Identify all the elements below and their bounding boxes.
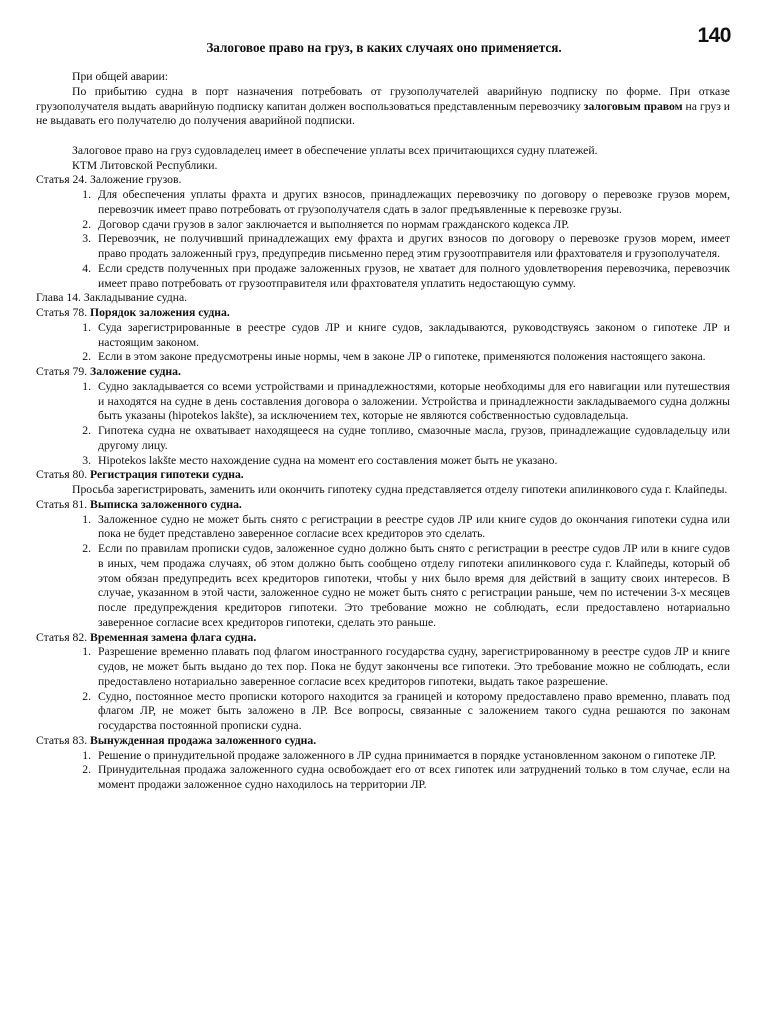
paragraph-text: Просьба зарегистрировать, заменить или окончить гипотеку судна представляется отделу гипотеки апилинкового суда г. Клайпеды. [72, 483, 728, 496]
article-heading [36, 291, 730, 306]
numbered-clause [36, 690, 730, 734]
article-heading [36, 173, 730, 188]
paragraph-gap [36, 129, 730, 144]
clause-number: 2. [82, 689, 91, 703]
clause-number: 1. [82, 379, 91, 393]
paragraph [36, 85, 730, 129]
clause-text: Принудительная продажа заложенного судна освобождает его от всех гипотек или затруднений только в том случае, если на момент продажи заложенное судно находилось на территории ЛР. [98, 763, 730, 791]
paragraph-text: По прибытию судна в порт назначения потребовать от грузополучателей аварийную подписку по форме. При отказе грузополучателя выдать аварийную подписку капитан должен воспользоваться представленным перевозчику [36, 84, 730, 113]
text-line: КТМ Литовской Республики. [72, 158, 218, 172]
numbered-clause [36, 188, 730, 218]
text-line: Залоговое право на груз судовладелец имеет в обеспечение уплаты всех причитающихся судну платежей. [72, 143, 598, 157]
clause-number: 2. [82, 763, 91, 777]
clause-number: 4. [82, 261, 91, 275]
clause-text: Если в этом законе предусмотрены иные нормы, чем в законе ЛР о гипотеке, применяются положения настоящего закона. [98, 350, 706, 364]
clause-text: Для обеспечения уплаты фрахта и других взносов, принадлежащих перевозчику по договору о перевозке грузов морем, перевозчик имеет право потребовать от грузополучателя сдать в залог предъявленные к перевозке грузы. [98, 188, 730, 216]
document-body [36, 70, 730, 793]
article-number: Статья 80. [36, 468, 91, 482]
paragraph [36, 483, 730, 498]
article-heading [36, 306, 730, 321]
page-title: Залоговое право на груз, в каких случаях оно применяется. [206, 40, 562, 55]
paragraph-text-end: на груз и не выдавать его получателю до получения аварийной подписки. [36, 99, 731, 128]
clause-number: 3. [82, 232, 91, 246]
numbered-clause [36, 380, 730, 424]
article-title: Временная замена флага судна. [90, 630, 257, 644]
numbered-clause [36, 763, 730, 793]
numbered-clause [36, 454, 730, 469]
article-title: Заложение судна. [90, 365, 181, 378]
clause-number: 1. [82, 645, 91, 659]
article-number: Статья 24. Заложение грузов. [36, 173, 182, 187]
clause-text: Суда зарегистрированные в реестре судов ЛР и книге судов, закладываются, руководствуясь законом о гипотеке ЛР и настоящим законом. [98, 320, 730, 349]
clause-text: Hipotekos lakšte место нахождение судна на момент его составления может быть не указано. [98, 453, 558, 467]
numbered-clause [36, 424, 730, 454]
clause-number: 3. [82, 453, 91, 467]
article-number: Статья 83. [36, 733, 91, 747]
clause-number: 1. [82, 188, 91, 201]
article-heading [36, 365, 730, 380]
numbered-clause [36, 350, 730, 365]
article-heading [36, 631, 730, 646]
clause-text: Судно, постоянное место прописки которого находится за границей и которому предоставлено право временно, плавать под флагом ЛР, не может быть заложено в ЛР. Все вопросы, связанные с заложением такого судна решаются по законам государства постоянной прописки судна. [98, 689, 730, 732]
article-heading [36, 498, 730, 513]
clause-text: Гипотека судна не охватывает находящееся на судне топливо, смазочные масла, грузов, принадлежащие судовладельцу или другому лицу. [98, 424, 730, 452]
clause-text: Если по правилам прописки судов, заложенное судно должно быть снято с регистрации в реестре судов ЛР или в книге судов в иных, чем продажа случаях, об этом должно быть сообщено отделу гипотеки апилинкового суда г. Клайпеды, который об этом обязан предупредить всех кредиторов гипотеки, чтобы у них было время для действий в защиту своих интересов. В случае, указанном в этой части, заложенное судно не может быть снято с регистрации раньше, чем по истечении 3-х месяцев после предупреждения кредиторов гипотеки. Это требование можно не соблюдать, если предоставлено нотариально заверенное согласие всех кредиторов гипотеки, сделать это раньше. [98, 542, 730, 629]
clause-text: Заложенное судно не может быть снято с регистрации в реестре судов ЛР или книге судов до окончания гипотеки судна или пока не будет представлено заверенное согласие всех кредиторов это сделать. [98, 512, 730, 541]
clause-text: Решение о принудительной продаже заложенного в ЛР судна принимается в порядке установленном законом о гипотеке ЛР. [98, 748, 717, 762]
article-title: Выписка заложенного судна. [90, 497, 242, 511]
numbered-clause [36, 513, 730, 543]
clause-text: Если средств полученных при продаже заложенных грузов, не хватает для полного удовлетворения перевозчика, перевозчик имеет право потребовать от грузоотправителя или фрахтователя уплатить недостающую сумму. [98, 261, 730, 290]
clause-number: 2. [82, 217, 91, 231]
numbered-clause [36, 218, 730, 233]
article-heading [36, 468, 730, 483]
clause-number: 1. [82, 320, 91, 334]
article-heading [36, 734, 730, 749]
article-number: Глава 14. Закладывание судна. [36, 291, 188, 305]
clause-number: 2. [82, 424, 91, 437]
clause-number: 2. [82, 542, 91, 555]
numbered-clause [36, 645, 730, 689]
page-number: 140 [697, 24, 731, 47]
numbered-clause [36, 542, 730, 631]
numbered-clause [36, 749, 730, 764]
clause-text: Разрешение временно плавать под флагом иностранного государства судну, зарегистрированному в реестре судов ЛР и книге судов, не может быть выдано до тех пор. Пока не будут закончены все гипотеки. Это требование можно не соблюдать, если предоставлено нотариально заверенное согласие всех кредиторов гипотеки, выдать такое разрешение. [98, 645, 730, 688]
article-title: Регистрация гипотеки судна. [90, 468, 244, 482]
clause-number: 2. [82, 350, 91, 364]
numbered-clause [36, 262, 730, 292]
article-number: Статья 79. [36, 365, 91, 378]
clause-number: 1. [82, 512, 91, 526]
article-number: Статья 78. [36, 306, 91, 319]
numbered-clause [36, 321, 730, 351]
clause-text: Договор сдачи грузов в залог заключается и выполняется по нормам гражданского кодекса ЛР. [98, 217, 570, 231]
clause-text: Судно закладывается со всеми устройствами и принадлежностями, которые необходимы для его навигации или путешествия и находятся на судне в день составления договора о заложении. Устройства и принадлежности закладываемого судна должны быть указаны (hipotekos lakšte), за исключением тех, которые не являются собственностью судовладельца. [98, 379, 730, 423]
numbered-clause [36, 232, 730, 262]
article-number: Статья 81. [36, 497, 91, 511]
article-number: Статья 82. [36, 630, 91, 644]
paragraph-emphasis: залоговым правом [583, 99, 683, 113]
clause-number: 1. [82, 748, 91, 762]
text-line: При общей аварии: [72, 70, 168, 83]
clause-text: Перевозчик, не получивший принадлежащих ему фрахта и других взносов по договору о перевозке грузов морем, имеет право продать заложенный груз, предупредив письменно перед этим грузоотправителя или фрахтователя и грузополучателя. [98, 232, 730, 260]
article-title: Порядок заложения судна. [90, 306, 230, 319]
article-title: Вынужденная продажа заложенного судна. [90, 733, 317, 747]
